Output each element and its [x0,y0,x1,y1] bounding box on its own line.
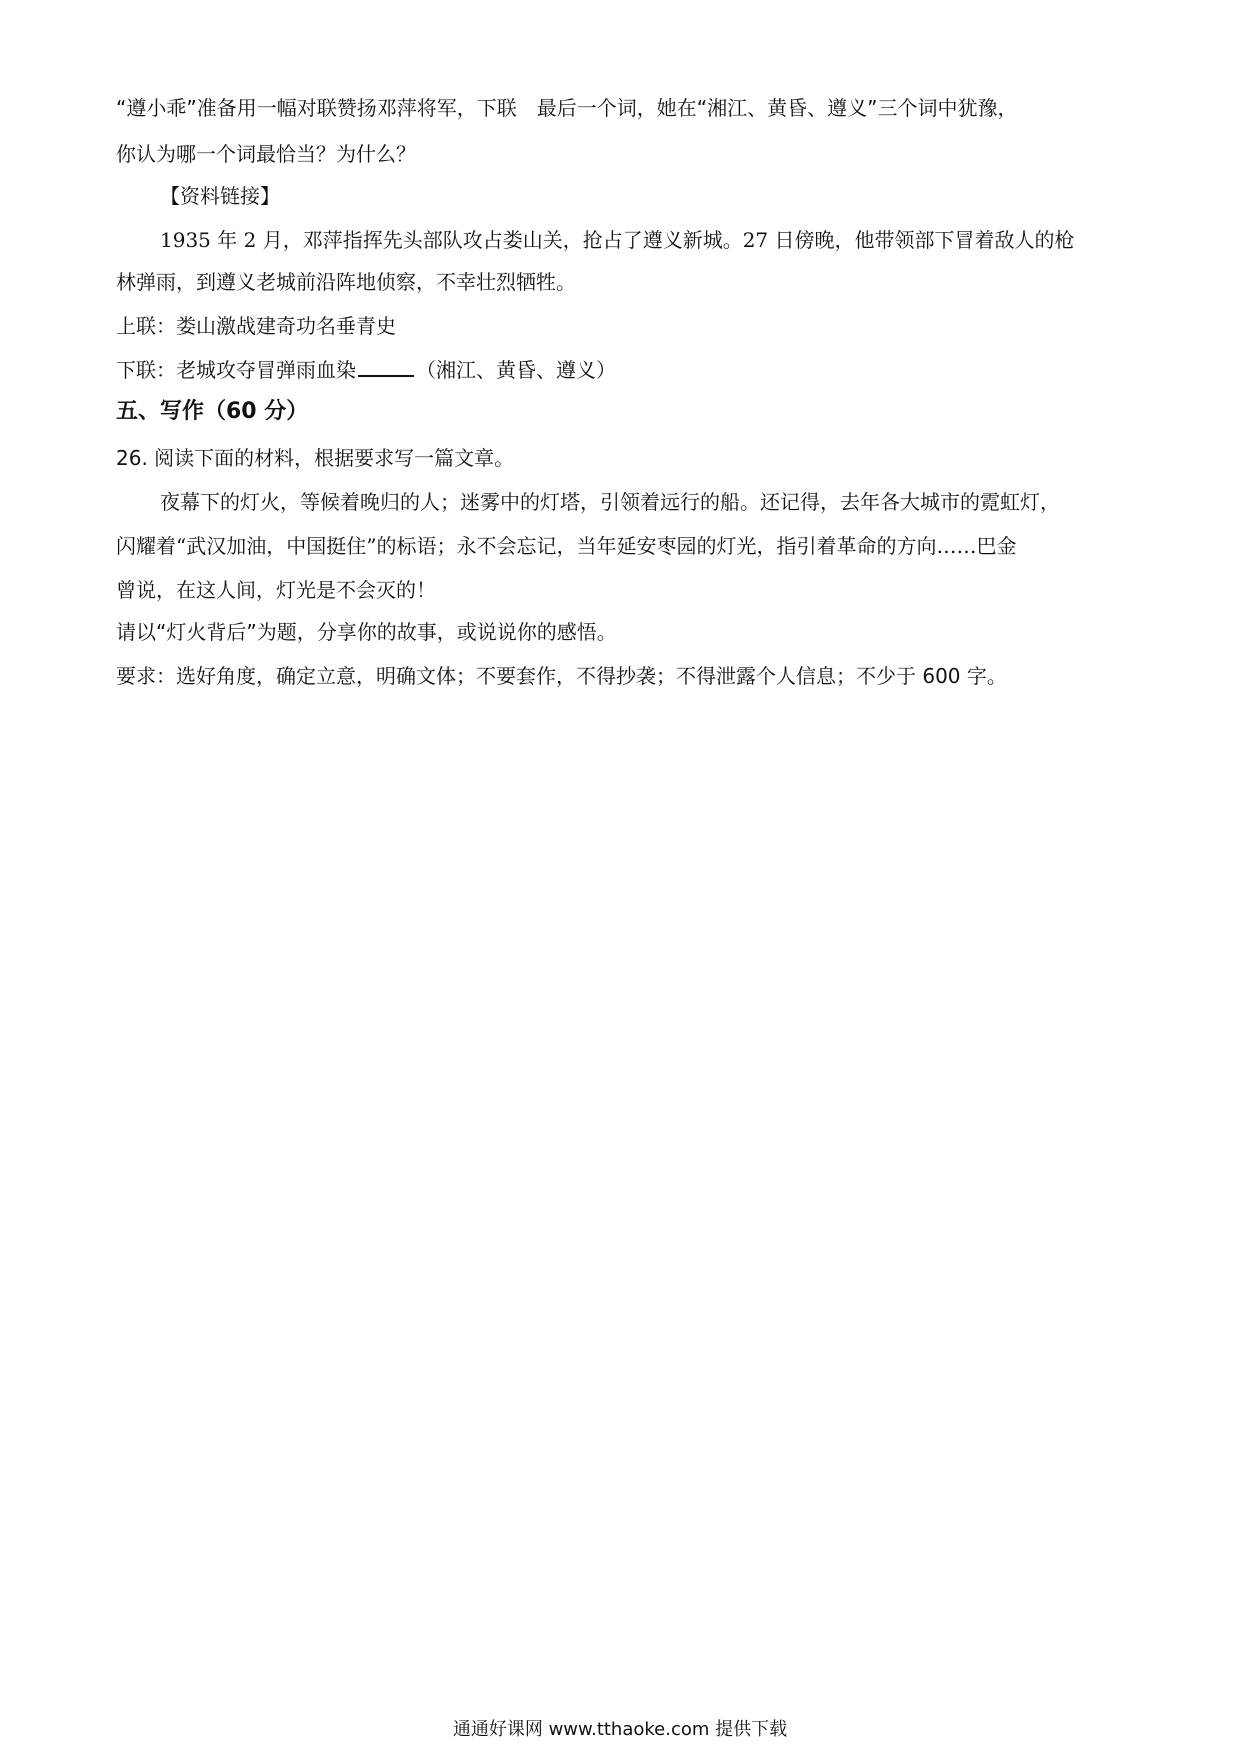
section-title: 五、写作（60 分） [116,399,309,424]
question-line-2: 你认为哪一个词最恰当？为什么？ [116,142,416,166]
lower-couplet-text: 下联：老城攻夺冒弹雨血染 [116,358,356,382]
question-line-1: “遵小乖”准备用一幅对联赞扬邓萍将军，下联 最后一个词，她在“湘江、黄昏、遵义”三个词中犹豫， [116,96,1018,120]
upper-couplet: 上联：娄山激战建奇功名垂青史 [116,314,396,338]
lower-couplet [116,356,1126,384]
writing-task: 请以“灯火背后”为题，分享你的故事，或说说你的感悟。 [116,620,617,644]
answer-blank [358,357,414,377]
page-footer: 通通好课网 www.tthaoke.com 提供下载 [452,1719,788,1740]
writing-requirements: 要求：选好角度，确定立意，明确文体；不要套作，不得抄袭；不得泄露个人信息；不少于 600 字。 [116,664,1007,688]
writing-prompt: 26. 阅读下面的材料，根据要求写一篇文章。 [116,446,515,470]
writing-material-line-1: 夜幕下的灯火，等候着晚归的人；迷雾中的灯塔，引领着远行的船。还记得，去年各大城市的霓虹灯， [160,490,1060,514]
material-text-line-2: 林弹雨，到遵义老城前沿阵地侦察，不幸壮烈牺牲。 [116,270,576,294]
material-link-title: 【资料链接】 [160,184,280,208]
lower-couplet-options: （湘江、黄昏、遵义） [416,358,616,382]
writing-material-line-3: 曾说，在这人间，灯光是不会灭的！ [116,578,436,602]
writing-material-line-2: 闪耀着“武汉加油，中国挺住”的标语；永不会忘记，当年延安枣园的灯光，指引着革命的方向……巴金 [116,534,1017,558]
material-text-line-1: 1935 年 2 月，邓萍指挥先头部队攻占娄山关，抢占了遵义新城。27 日傍晚，他带领部下冒着敌人的枪 [160,228,1075,252]
